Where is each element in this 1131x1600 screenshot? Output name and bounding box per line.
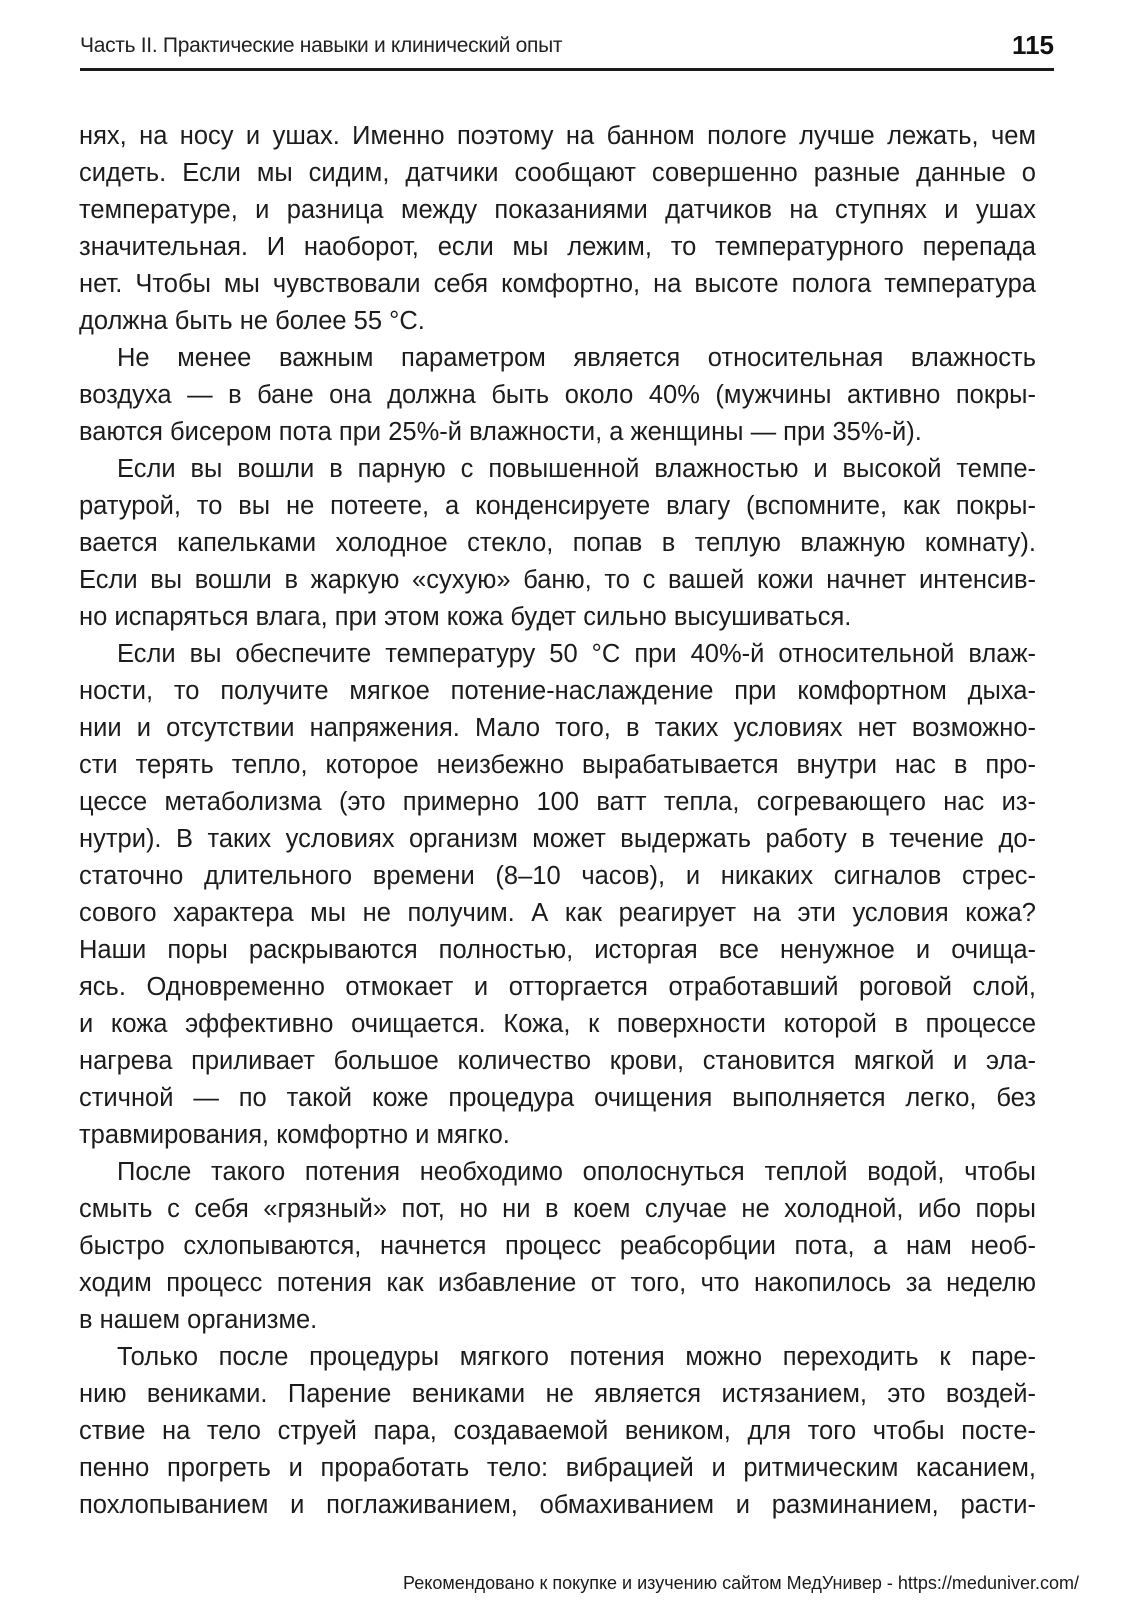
text-line: и кожа эффективно очищается. Кожа, к поверхности которой в процессе [79,1010,1036,1038]
running-header [80,30,1054,64]
text-line: нию вениками. Парение вениками не является истязанием, это воздей- [79,1380,1036,1408]
text-line: вается капельками холодное стекло, попав в теплую влажную комнату). [79,529,1036,557]
paragraph [79,636,1036,1154]
text-line: значительная. И наоборот, если мы лежим, то температурного перепада [79,233,1036,261]
text-line: ности, то получите мягкое потение-наслаждение при комфортном дыха- [79,677,1036,705]
paragraph [79,1339,1036,1524]
paragraph [79,118,1036,340]
text-line: ходим процесс потения как избавление от того, что накопилось за неделю [79,1269,1036,1297]
text-line: смыть с себя «грязный» пот, но ни в коем случае не холодной, ибо поры [79,1195,1036,1223]
text-line: нии и отсутствии напряжения. Мало того, в таких условиях нет возможно- [79,714,1036,742]
page-number: 115 [1012,30,1054,60]
body-text [79,118,1036,1524]
text-line: ясь. Одновременно отмокает и отторгается отработавший роговой слой, [79,973,1036,1001]
paragraph [79,1154,1036,1339]
text-line: сидеть. Если мы сидим, датчики сообщают совершенно разные данные о [79,159,1036,187]
text-line: Если вы вошли в жаркую «сухую» баню, то с вашей кожи начнет интенсив- [79,566,1036,594]
text-line: нагрева приливает большое количество крови, становится мягкой и эла- [79,1047,1036,1075]
text-line: После такого потения необходимо ополоснуться теплой водой, чтобы [117,1158,1036,1186]
text-line: Если вы обеспечите температуру 50 °С при 40%-й относительной влаж- [117,640,1036,668]
text-line: быстро схлопываются, начнется процесс реабсорбции пота, а нам необ- [79,1232,1036,1260]
text-line: сового характера мы не получим. А как реагирует на эти условия кожа? [79,899,1036,927]
text-line: сти терять тепло, которое неизбежно вырабатывается внутри нас в про- [79,751,1036,779]
text-line: цессе метаболизма (это примерно 100 ватт тепла, согревающего нас из- [79,788,1036,816]
paragraph [79,340,1036,451]
text-line: нет. Чтобы мы чувствовали себя комфортно, на высоте полога температура [79,270,1036,298]
text-line: ратурой, то вы не потеете, а конденсируете влагу (вспомните, как покры- [79,492,1036,520]
text-line: Не менее важным параметром является относительная влажность [117,344,1036,372]
chapter-title: Часть II. Практические навыки и клинический опыт [80,34,563,57]
header-divider [80,68,1054,71]
text-line: стичной — по такой коже процедура очищения выполняется легко, без [79,1084,1036,1112]
text-line: Только после процедуры мягкого потения можно переходить к паре- [117,1343,1036,1371]
text-line: травмирования, комфортно и мягко. [79,1121,510,1149]
text-line: должна быть не более 55 °С. [79,307,425,335]
text-line: ствие на тело струей пара, создаваемой веником, для того чтобы посте- [79,1417,1036,1445]
text-line: нутри). В таких условиях организм может выдержать работу в течение до- [79,825,1036,853]
paragraph [79,451,1036,636]
text-line: Если вы вошли в парную с повышенной влажностью и высокой темпе- [117,455,1036,483]
text-line: но испаряться влага, при этом кожа будет сильно высушиваться. [79,603,852,631]
text-line: статочно длительного времени (8–10 часов), и никаких сигналов стрес- [79,862,1036,890]
text-line: воздуха — в бане она должна быть около 40% (мужчины активно покры- [79,381,1036,409]
text-line: температуре, и разница между показаниями датчиков на ступнях и ушах [79,196,1036,224]
text-line: нях, на носу и ушах. Именно поэтому на банном пологе лучше лежать, чем [79,122,1036,150]
text-line: похлопыванием и поглаживанием, обмахиванием и разминанием, расти- [79,1491,1036,1519]
text-line: пенно прогреть и проработать тело: вибрацией и ритмическим касанием, [79,1454,1036,1482]
text-line: ваются бисером пота при 25%-й влажности, а женщины — при 35%-й). [79,418,922,446]
text-line: Наши поры раскрываются полностью, исторгая все ненужное и очища- [79,936,1036,964]
text-line: в нашем организме. [79,1306,318,1334]
footer-credit: Рекомендовано к покупке и изучению сайтом МедУнивер - https://meduniver.com/ [403,1573,1079,1593]
